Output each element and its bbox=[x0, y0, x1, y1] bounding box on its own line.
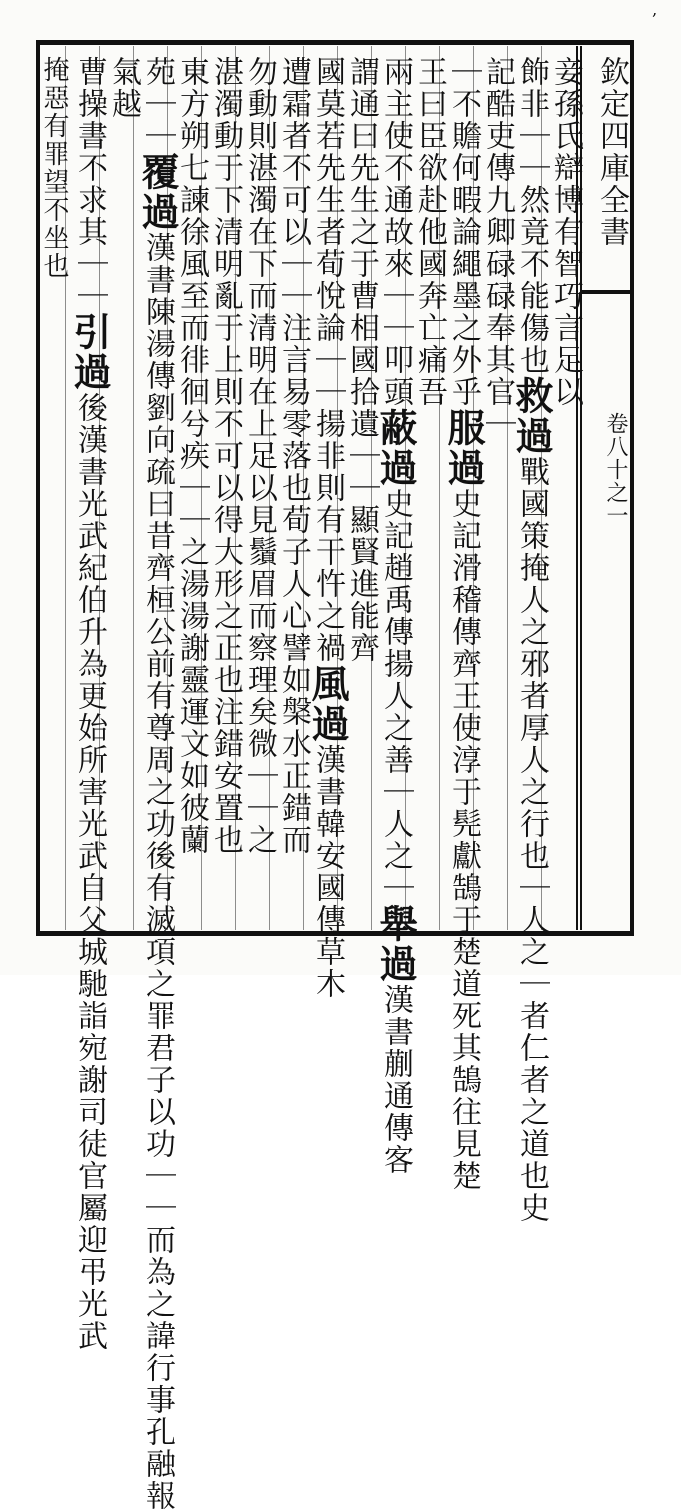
column-text: 王曰臣欲赴他國奔亡痛吾 bbox=[412, 56, 447, 408]
corner-mark: ‚ bbox=[652, 0, 658, 19]
section-head: 引過 bbox=[67, 312, 112, 392]
section-head: 服過 bbox=[441, 408, 486, 488]
column-text: 湛濁動于下清明亂于上則不可以得大形之正也注錯安置也 bbox=[208, 56, 243, 856]
column-text: 記酷吏傳九卿碌碌奉其官｜ bbox=[480, 56, 515, 440]
column-text: 謂通曰先生之于曹相國拾遺 bbox=[344, 56, 379, 440]
column-text: 後漢書光武紀伯升為更始所害光武自父城馳詣宛謝司徒官屬迎弔光武 bbox=[72, 392, 107, 1352]
column-text: 曹操書不求其｜｜ bbox=[72, 56, 107, 312]
column-text: 漢書蒯通傳客 bbox=[378, 984, 413, 1176]
text-column bbox=[546, 56, 584, 926]
column-text: 漢書陳湯傳劉向疏曰昔齊桓公前有尊周之功後有滅項之罪君子以功｜｜而為之諱行事孔融報 bbox=[140, 232, 175, 1512]
text-column bbox=[206, 56, 244, 926]
text-column bbox=[373, 56, 418, 1176]
text-column bbox=[240, 56, 278, 926]
text-column bbox=[104, 56, 142, 926]
column-text: 史記滑稽傳齊王使淳于髡獻鵠于楚道死其鵠往見楚 bbox=[446, 488, 481, 1192]
column-text: ｜不贍何暇論繩墨之外乎 bbox=[446, 56, 481, 408]
text-column bbox=[40, 56, 68, 926]
text-column bbox=[410, 56, 448, 926]
column-text: 國莫若先生者荀悅論｜｜揚非則有干忤之禍 bbox=[310, 56, 345, 664]
text-column bbox=[67, 56, 112, 1352]
column-text: 兩主使不通故來｜｜叩頭 bbox=[378, 56, 413, 408]
column-text: 勿動則湛濁在下而清明在上足以見鬚眉而察理矣微｜｜之 bbox=[242, 56, 277, 856]
section-head: 救過 bbox=[509, 376, 554, 456]
section-head: 蔽過 bbox=[373, 408, 418, 488]
text-column bbox=[274, 56, 312, 926]
gutter-title: 欽定四庫全書 bbox=[594, 56, 629, 248]
column-text: 遭霜者不可以｜｜注言易零落也荀子人心譬如槃水正錯而 bbox=[276, 56, 311, 856]
column-text: 苑｜｜ bbox=[140, 56, 175, 152]
text-column bbox=[478, 56, 516, 926]
column-text: 史記趙禹傳揚人之善｜人之｜ bbox=[378, 488, 413, 904]
column-text: 戰國策掩人之邪者厚人之行也｜人之｜者仁者之道也史 bbox=[514, 456, 549, 1224]
text-column bbox=[509, 56, 554, 1224]
column-text: 漢書韓安國傳草木 bbox=[310, 744, 345, 1000]
volume-label: 卷八十之一 bbox=[603, 412, 628, 527]
text-column bbox=[441, 56, 486, 1192]
column-text: 妾孫氏辯博有智巧言足以 bbox=[548, 56, 583, 408]
text-column bbox=[135, 56, 180, 1512]
text-column bbox=[305, 56, 350, 1000]
gutter-separator bbox=[580, 290, 634, 294]
column-text: 東方朔七諫徐風至而徘徊兮疾｜｜之湯湯謝靈運文如彼蘭 bbox=[174, 56, 209, 856]
column-text: 氣越 bbox=[106, 56, 141, 120]
section-head: 舉過 bbox=[373, 904, 418, 984]
section-head: 覆過 bbox=[135, 152, 180, 232]
column-text: 飾非｜｜然竟不能傷也 bbox=[514, 56, 549, 376]
column-text: ｜｜顯賢進能齊 bbox=[344, 440, 379, 664]
column-text: 掩惡有罪望不坐也 bbox=[39, 56, 69, 280]
section-head: 風過 bbox=[305, 664, 350, 744]
text-column bbox=[342, 56, 380, 926]
